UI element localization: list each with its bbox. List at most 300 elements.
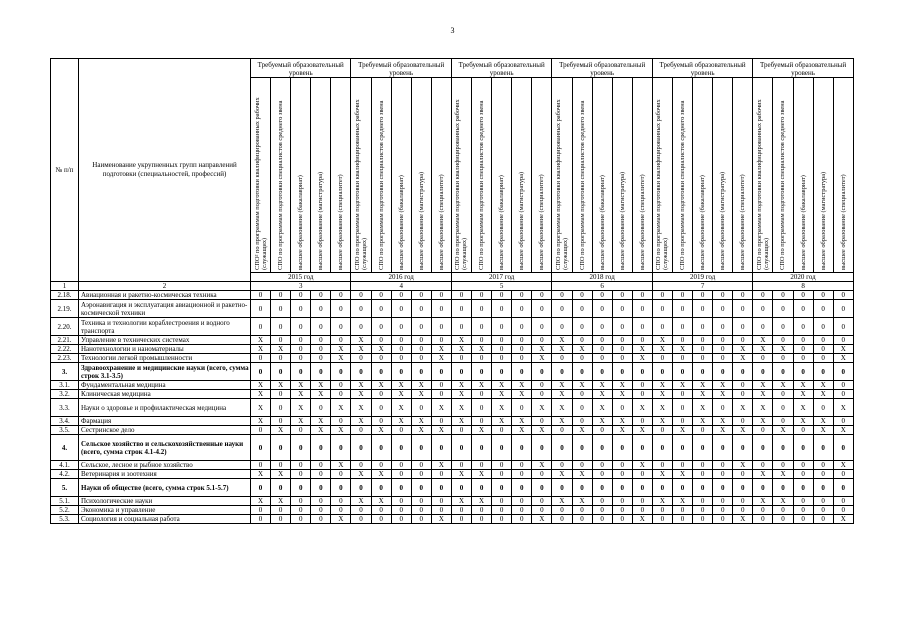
value-cell: 0 bbox=[411, 345, 431, 354]
value-cell: 0 bbox=[672, 479, 692, 497]
value-cell: 0 bbox=[472, 354, 492, 363]
value-cell: X bbox=[271, 470, 291, 479]
value-cell: 0 bbox=[271, 399, 291, 417]
value-cell: X bbox=[813, 390, 833, 399]
header-level-label bbox=[773, 78, 793, 273]
value-cell: 0 bbox=[652, 461, 672, 470]
value-cell: 0 bbox=[693, 461, 713, 470]
value-cell: 0 bbox=[311, 336, 331, 345]
value-cell: 0 bbox=[693, 300, 713, 318]
value-cell: 0 bbox=[331, 318, 351, 336]
value-cell: 0 bbox=[351, 426, 371, 435]
value-cell: X bbox=[753, 381, 773, 390]
value-cell: X bbox=[331, 399, 351, 417]
value-cell: X bbox=[532, 345, 552, 354]
value-cell: 0 bbox=[451, 435, 471, 461]
value-cell: 0 bbox=[512, 479, 532, 497]
value-cell: 0 bbox=[833, 435, 853, 461]
value-cell: 0 bbox=[472, 318, 492, 336]
value-cell: 0 bbox=[492, 515, 512, 524]
value-cell: 0 bbox=[331, 363, 351, 381]
value-cell: 0 bbox=[251, 479, 271, 497]
value-cell: 0 bbox=[351, 318, 371, 336]
value-cell: 0 bbox=[411, 479, 431, 497]
value-cell: 0 bbox=[351, 354, 371, 363]
value-cell: 0 bbox=[592, 479, 612, 497]
row-number: 3. bbox=[51, 363, 79, 381]
value-cell: 0 bbox=[713, 291, 733, 300]
value-cell: X bbox=[371, 497, 391, 506]
value-cell: 0 bbox=[733, 470, 753, 479]
value-cell: 0 bbox=[612, 497, 632, 506]
value-cell: 0 bbox=[833, 381, 853, 390]
value-cell: 0 bbox=[713, 363, 733, 381]
header-level-label bbox=[492, 78, 512, 273]
value-cell: 0 bbox=[592, 291, 612, 300]
value-cell: X bbox=[793, 390, 813, 399]
table-row bbox=[51, 345, 854, 354]
value-cell: 0 bbox=[532, 381, 552, 390]
value-cell: X bbox=[472, 470, 492, 479]
header-level-text: высшее образование (магистратура) bbox=[618, 171, 626, 270]
value-cell: 0 bbox=[271, 354, 291, 363]
header-group-label: Требуемый образовательный уровень bbox=[652, 59, 752, 78]
row-number: 2.20. bbox=[51, 318, 79, 336]
value-cell: X bbox=[592, 390, 612, 399]
value-cell: X bbox=[512, 390, 532, 399]
value-cell: X bbox=[351, 390, 371, 399]
value-cell: X bbox=[532, 461, 552, 470]
value-cell: X bbox=[251, 336, 271, 345]
table-row bbox=[51, 417, 854, 426]
value-cell: 0 bbox=[371, 300, 391, 318]
value-cell: 0 bbox=[773, 390, 793, 399]
value-cell: 0 bbox=[271, 318, 291, 336]
value-cell: X bbox=[331, 426, 351, 435]
value-cell: 0 bbox=[813, 461, 833, 470]
value-cell: X bbox=[652, 381, 672, 390]
value-cell: X bbox=[411, 381, 431, 390]
value-cell: X bbox=[813, 417, 833, 426]
value-cell: 0 bbox=[492, 318, 512, 336]
header-level-text: СПО по программам подготовки квалифицированных рабочих (служащих) bbox=[655, 99, 670, 270]
value-cell: 0 bbox=[612, 318, 632, 336]
value-cell: 0 bbox=[351, 300, 371, 318]
value-cell: 0 bbox=[813, 345, 833, 354]
value-cell: 0 bbox=[813, 336, 833, 345]
value-cell: 0 bbox=[793, 336, 813, 345]
table-row bbox=[51, 479, 854, 497]
value-cell: X bbox=[773, 470, 793, 479]
value-cell: 0 bbox=[773, 479, 793, 497]
value-cell: 0 bbox=[833, 336, 853, 345]
header-level-text: СПО по программам подготовки специалистов среднего звена bbox=[377, 100, 385, 270]
value-cell: 0 bbox=[271, 479, 291, 497]
header-level-text: высшее образование (специалитет) bbox=[638, 174, 646, 270]
value-cell: 0 bbox=[532, 417, 552, 426]
header-year: 2017 год bbox=[451, 273, 551, 282]
value-cell: X bbox=[632, 345, 652, 354]
header-level-text: высшее образование (магистратура) bbox=[719, 171, 727, 270]
value-cell: 0 bbox=[291, 461, 311, 470]
header-level-label bbox=[411, 78, 431, 273]
value-cell: 0 bbox=[271, 336, 291, 345]
value-cell: X bbox=[411, 390, 431, 399]
value-cell: 0 bbox=[672, 506, 692, 515]
header-index-cell: 2 bbox=[79, 282, 251, 291]
value-cell: X bbox=[833, 426, 853, 435]
value-cell: 0 bbox=[532, 497, 552, 506]
value-cell: 0 bbox=[351, 479, 371, 497]
row-name: Науки о здоровье и профилактическая медицина bbox=[79, 399, 251, 417]
value-cell: X bbox=[251, 497, 271, 506]
value-cell: X bbox=[753, 470, 773, 479]
value-cell: 0 bbox=[793, 300, 813, 318]
value-cell: X bbox=[492, 381, 512, 390]
value-cell: 0 bbox=[532, 291, 552, 300]
value-cell: 0 bbox=[733, 497, 753, 506]
value-cell: X bbox=[632, 515, 652, 524]
header-level-label bbox=[813, 78, 833, 273]
value-cell: 0 bbox=[592, 345, 612, 354]
value-cell: X bbox=[572, 497, 592, 506]
value-cell: 0 bbox=[612, 479, 632, 497]
value-cell: 0 bbox=[512, 461, 532, 470]
value-cell: 0 bbox=[813, 291, 833, 300]
value-cell: 0 bbox=[632, 336, 652, 345]
value-cell: 0 bbox=[693, 291, 713, 300]
value-cell: 0 bbox=[813, 470, 833, 479]
value-cell: 0 bbox=[391, 461, 411, 470]
value-cell: X bbox=[351, 470, 371, 479]
header-year: 2018 год bbox=[552, 273, 652, 282]
value-cell: 0 bbox=[451, 318, 471, 336]
row-name: Ветеринария и зоотехния bbox=[79, 470, 251, 479]
value-cell: 0 bbox=[592, 318, 612, 336]
header-level-text: СПО по программам подготовки квалифицированных рабочих (служащих) bbox=[755, 99, 770, 270]
value-cell: 0 bbox=[251, 318, 271, 336]
value-cell: X bbox=[331, 354, 351, 363]
value-cell: 0 bbox=[512, 345, 532, 354]
value-cell: 0 bbox=[451, 515, 471, 524]
value-cell: 0 bbox=[713, 435, 733, 461]
value-cell: 0 bbox=[291, 479, 311, 497]
value-cell: 0 bbox=[552, 506, 572, 515]
value-cell: 0 bbox=[291, 291, 311, 300]
value-cell: 0 bbox=[713, 506, 733, 515]
value-cell: 0 bbox=[492, 479, 512, 497]
value-cell: X bbox=[492, 399, 512, 417]
value-cell: 0 bbox=[411, 497, 431, 506]
value-cell: X bbox=[291, 417, 311, 426]
value-cell: X bbox=[652, 497, 672, 506]
value-cell: 0 bbox=[331, 417, 351, 426]
value-cell: X bbox=[431, 461, 451, 470]
value-cell: 0 bbox=[271, 515, 291, 524]
header-year: 2019 год bbox=[652, 273, 752, 282]
value-cell: 0 bbox=[632, 435, 652, 461]
header-level-text: высшее образование (магистратура) bbox=[819, 171, 827, 270]
header-level-text: СПО по программам подготовки специалистов среднего звена bbox=[578, 100, 586, 270]
value-cell: 0 bbox=[793, 318, 813, 336]
value-cell: X bbox=[472, 381, 492, 390]
value-cell: 0 bbox=[411, 363, 431, 381]
value-cell: 0 bbox=[592, 515, 612, 524]
value-cell: 0 bbox=[311, 470, 331, 479]
value-cell: 0 bbox=[351, 515, 371, 524]
value-cell: 0 bbox=[753, 291, 773, 300]
value-cell: 0 bbox=[431, 363, 451, 381]
value-cell: 0 bbox=[713, 354, 733, 363]
value-cell: X bbox=[733, 345, 753, 354]
header-level-text: высшее образование (бакалавриат) bbox=[397, 175, 405, 270]
value-cell: 0 bbox=[492, 300, 512, 318]
header-level-text: высшее образование (магистратура) bbox=[417, 171, 425, 270]
row-name: Сельское, лесное и рыбное хозяйство bbox=[79, 461, 251, 470]
value-cell: X bbox=[311, 390, 331, 399]
value-cell: 0 bbox=[431, 417, 451, 426]
header-level-label bbox=[572, 78, 592, 273]
value-cell: 0 bbox=[652, 354, 672, 363]
value-cell: 0 bbox=[693, 515, 713, 524]
value-cell: 0 bbox=[672, 399, 692, 417]
value-cell: 0 bbox=[451, 506, 471, 515]
value-cell: 0 bbox=[371, 291, 391, 300]
value-cell: X bbox=[572, 426, 592, 435]
value-cell: 0 bbox=[431, 479, 451, 497]
value-cell: 0 bbox=[592, 470, 612, 479]
value-cell: 0 bbox=[693, 426, 713, 435]
value-cell: X bbox=[552, 345, 572, 354]
header-index-cell: 4 bbox=[351, 282, 451, 291]
value-cell: X bbox=[753, 390, 773, 399]
value-cell: 0 bbox=[652, 300, 672, 318]
value-cell: 0 bbox=[753, 318, 773, 336]
value-cell: 0 bbox=[592, 363, 612, 381]
value-cell: 0 bbox=[672, 515, 692, 524]
value-cell: X bbox=[311, 417, 331, 426]
value-cell: X bbox=[753, 336, 773, 345]
header-level-text: СПО² по программам подготовки квалифицированных рабочих (служащих) bbox=[253, 97, 268, 270]
value-cell: 0 bbox=[351, 291, 371, 300]
value-cell: X bbox=[713, 381, 733, 390]
value-cell: 0 bbox=[813, 399, 833, 417]
value-cell: 0 bbox=[572, 515, 592, 524]
value-cell: 0 bbox=[652, 291, 672, 300]
value-cell: 0 bbox=[311, 515, 331, 524]
value-cell: 0 bbox=[431, 300, 451, 318]
value-cell: X bbox=[512, 417, 532, 426]
value-cell: 0 bbox=[793, 426, 813, 435]
row-number: 2.22. bbox=[51, 345, 79, 354]
value-cell: X bbox=[552, 417, 572, 426]
value-cell: 0 bbox=[331, 479, 351, 497]
row-name: Фундаментальная медицина bbox=[79, 381, 251, 390]
value-cell: X bbox=[351, 399, 371, 417]
value-cell: 0 bbox=[472, 300, 492, 318]
value-cell: 0 bbox=[672, 300, 692, 318]
value-cell: 0 bbox=[753, 515, 773, 524]
value-cell: 0 bbox=[391, 354, 411, 363]
value-cell: 0 bbox=[391, 470, 411, 479]
value-cell: X bbox=[291, 399, 311, 417]
value-cell: 0 bbox=[251, 426, 271, 435]
value-cell: X bbox=[552, 381, 572, 390]
value-cell: 0 bbox=[693, 435, 713, 461]
header-level-label bbox=[793, 78, 813, 273]
value-cell: X bbox=[472, 497, 492, 506]
value-cell: 0 bbox=[431, 336, 451, 345]
value-cell: 0 bbox=[833, 506, 853, 515]
value-cell: 0 bbox=[512, 515, 532, 524]
value-cell: 0 bbox=[693, 470, 713, 479]
value-cell: 0 bbox=[793, 363, 813, 381]
header-level-label bbox=[311, 78, 331, 273]
header-level-label bbox=[391, 78, 411, 273]
value-cell: 0 bbox=[311, 300, 331, 318]
value-cell: 0 bbox=[833, 417, 853, 426]
header-group-label: Требуемый образовательный уровень bbox=[552, 59, 652, 78]
value-cell: 0 bbox=[472, 390, 492, 399]
value-cell: 0 bbox=[411, 515, 431, 524]
value-cell: 0 bbox=[492, 354, 512, 363]
value-cell: 0 bbox=[271, 300, 291, 318]
header-group-row bbox=[51, 59, 854, 78]
value-cell: 0 bbox=[632, 506, 652, 515]
row-number: 2.18. bbox=[51, 291, 79, 300]
value-cell: 0 bbox=[793, 354, 813, 363]
value-cell: 0 bbox=[251, 354, 271, 363]
value-cell: X bbox=[833, 345, 853, 354]
value-cell: 0 bbox=[733, 363, 753, 381]
value-cell: 0 bbox=[592, 300, 612, 318]
row-number: 5.1. bbox=[51, 497, 79, 506]
value-cell: 0 bbox=[652, 318, 672, 336]
header-level-label bbox=[512, 78, 532, 273]
value-cell: X bbox=[652, 345, 672, 354]
value-cell: 0 bbox=[733, 300, 753, 318]
header-level-text: высшее образование (специалитет) bbox=[337, 174, 345, 270]
value-cell: 0 bbox=[612, 515, 632, 524]
value-cell: 0 bbox=[652, 479, 672, 497]
value-cell: 0 bbox=[632, 479, 652, 497]
value-cell: 0 bbox=[251, 461, 271, 470]
value-cell: X bbox=[612, 390, 632, 399]
value-cell: 0 bbox=[512, 506, 532, 515]
value-cell: 0 bbox=[492, 435, 512, 461]
value-cell: 0 bbox=[813, 479, 833, 497]
value-cell: X bbox=[431, 515, 451, 524]
value-cell: 0 bbox=[572, 318, 592, 336]
value-cell: 0 bbox=[833, 363, 853, 381]
value-cell: 0 bbox=[672, 390, 692, 399]
header-index-cell: 5 bbox=[451, 282, 551, 291]
value-cell: 0 bbox=[492, 426, 512, 435]
value-cell: X bbox=[331, 515, 351, 524]
value-cell: 0 bbox=[713, 345, 733, 354]
value-cell: X bbox=[592, 399, 612, 417]
value-cell: 0 bbox=[512, 291, 532, 300]
value-cell: X bbox=[431, 354, 451, 363]
value-cell: 0 bbox=[612, 291, 632, 300]
value-cell: 0 bbox=[291, 497, 311, 506]
value-cell: 0 bbox=[492, 345, 512, 354]
value-cell: 0 bbox=[813, 318, 833, 336]
header-level-text: высшее образование (бакалавриат) bbox=[799, 175, 807, 270]
value-cell: X bbox=[391, 381, 411, 390]
value-cell: X bbox=[451, 381, 471, 390]
value-cell: X bbox=[793, 417, 813, 426]
value-cell: 0 bbox=[311, 479, 331, 497]
value-cell: 0 bbox=[552, 515, 572, 524]
value-cell: 0 bbox=[572, 417, 592, 426]
value-cell: 0 bbox=[552, 300, 572, 318]
value-cell: 0 bbox=[492, 336, 512, 345]
value-cell: 0 bbox=[833, 497, 853, 506]
value-cell: 0 bbox=[672, 435, 692, 461]
value-cell: 0 bbox=[512, 470, 532, 479]
value-cell: 0 bbox=[391, 515, 411, 524]
value-cell: 0 bbox=[331, 300, 351, 318]
value-cell: X bbox=[592, 417, 612, 426]
header-level-label bbox=[652, 78, 672, 273]
value-cell: 0 bbox=[773, 354, 793, 363]
value-cell: 0 bbox=[612, 506, 632, 515]
value-cell: 0 bbox=[431, 390, 451, 399]
value-cell: 0 bbox=[472, 399, 492, 417]
value-cell: 0 bbox=[311, 399, 331, 417]
value-cell: X bbox=[451, 417, 471, 426]
row-number: 5.2. bbox=[51, 506, 79, 515]
education-level-table bbox=[50, 58, 854, 524]
table-row bbox=[51, 363, 854, 381]
value-cell: 0 bbox=[813, 497, 833, 506]
value-cell: 0 bbox=[371, 479, 391, 497]
value-cell: 0 bbox=[672, 291, 692, 300]
value-cell: 0 bbox=[271, 417, 291, 426]
value-cell: 0 bbox=[331, 336, 351, 345]
table-row bbox=[51, 300, 854, 318]
header-group-label: Требуемый образовательный уровень bbox=[251, 59, 351, 78]
value-cell: 0 bbox=[572, 390, 592, 399]
value-cell: X bbox=[552, 399, 572, 417]
value-cell: 0 bbox=[693, 363, 713, 381]
header-level-text: высшее образование (бакалавриат) bbox=[699, 175, 707, 270]
value-cell: X bbox=[512, 381, 532, 390]
value-cell: 0 bbox=[411, 291, 431, 300]
header-index-row bbox=[51, 282, 854, 291]
header-year: 2020 год bbox=[753, 273, 853, 282]
row-name: Сестринское дело bbox=[79, 426, 251, 435]
row-number: 5. bbox=[51, 479, 79, 497]
row-number: 3.2. bbox=[51, 390, 79, 399]
value-cell: 0 bbox=[592, 461, 612, 470]
value-cell: 0 bbox=[672, 354, 692, 363]
value-cell: X bbox=[311, 381, 331, 390]
value-cell: 0 bbox=[753, 363, 773, 381]
value-cell: 0 bbox=[592, 336, 612, 345]
header-level-text: высшее образование (специалитет) bbox=[739, 174, 747, 270]
header-level-text: СПО по программам подготовки квалифицированных рабочих (служащих) bbox=[354, 99, 369, 270]
value-cell: 0 bbox=[291, 435, 311, 461]
header-num: № п/п bbox=[51, 59, 79, 282]
value-cell: X bbox=[572, 345, 592, 354]
value-cell: 0 bbox=[331, 497, 351, 506]
table-row bbox=[51, 336, 854, 345]
value-cell: 0 bbox=[512, 300, 532, 318]
value-cell: X bbox=[753, 399, 773, 417]
table-row bbox=[51, 470, 854, 479]
